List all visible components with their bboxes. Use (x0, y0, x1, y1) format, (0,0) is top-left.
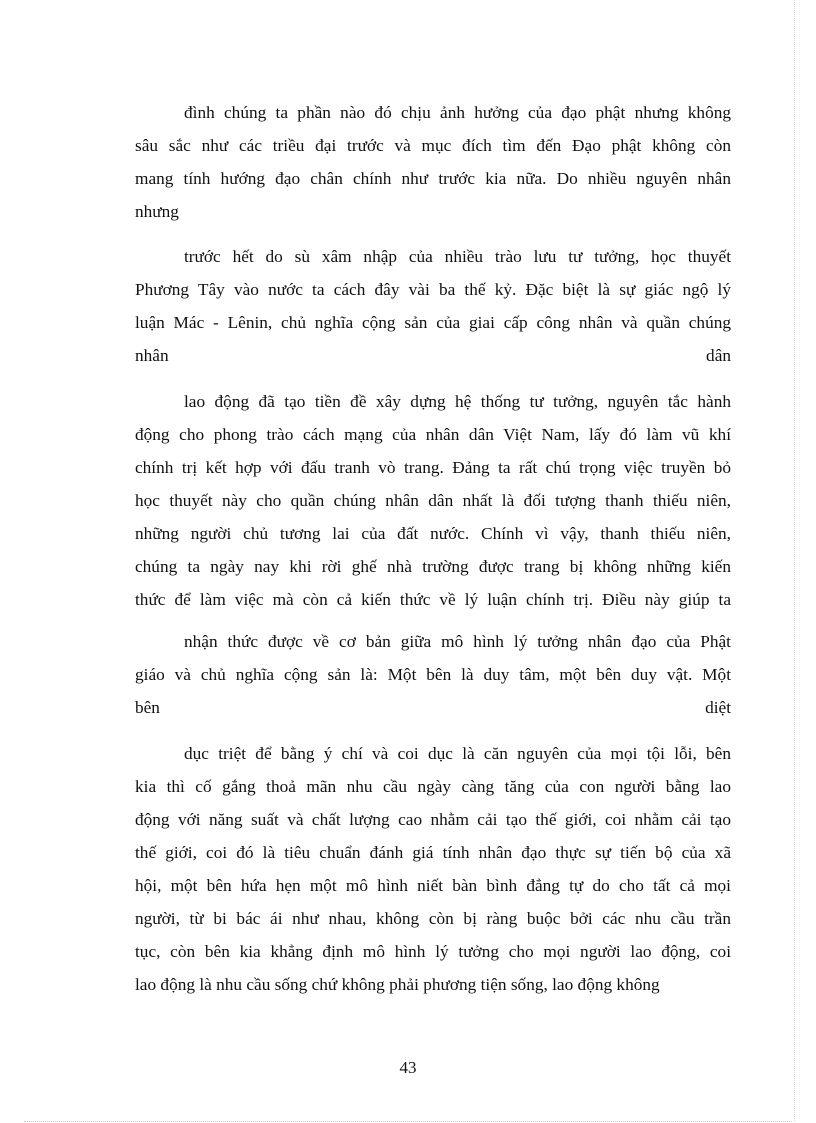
text-line: những người chủ tương lai của đất nước. Chính vì vậy, thanh thiếu niên, (135, 524, 731, 543)
text-line: người, từ bi bác ái như nhau, không còn bị ràng buộc bởi các nhu cầu trần (135, 909, 731, 928)
text-line: thức để làm việc mà còn cả kiến thức về lý luận chính trị. Điều này giúp ta (135, 590, 731, 609)
footer-divider (24, 1121, 792, 1122)
text-line: đình chúng ta phần nào đó chịu ảnh hưởng của đạo phật nhưng không (184, 103, 731, 122)
text-line: nhưng (135, 202, 179, 221)
paragraph-1 (135, 96, 731, 228)
paragraph-5 (135, 737, 731, 1001)
split-line-left: nhân (135, 346, 169, 365)
text-line: động với năng suất và chất lượng cao nhằm cải tạo thế giới, coi nhằm cải tạo (135, 810, 731, 829)
text-line: mang tính hướng đạo chân chính như trước kia nữa. Do nhiều nguyên nhân (135, 169, 731, 188)
page-number: 43 (399, 1058, 417, 1077)
paragraph-2 (135, 240, 731, 372)
paragraph-3 (135, 385, 731, 616)
split-line-right: diệt (705, 698, 731, 717)
text-line: kia thì cố gắng thoả mãn nhu cầu ngày càng tăng của con người bằng lao (135, 777, 731, 796)
text-line: lao động đã tạo tiền đề xây dựng hệ thống tư tưởng, nguyên tắc hành (184, 392, 731, 411)
split-line-right: dân (706, 346, 731, 365)
text-line: động cho phong trào cách mạng của nhân dân Việt Nam, lấy đó làm vũ khí (135, 425, 731, 444)
text-line: trước hết do sù xâm nhập của nhiều trào lưu tư tưởng, học thuyết (184, 247, 731, 266)
split-line (135, 691, 731, 724)
text-line: tục, còn bên kia khẳng định mô hình lý tưởng cho mọi người lao động, coi (135, 942, 731, 961)
text-line: dục triệt để bằng ý chí và coi dục là căn nguyên của mọi tội lỗi, bên (184, 744, 731, 763)
split-line (135, 339, 731, 372)
split-line-left: bên (135, 698, 160, 717)
text-line: giáo và chủ nghĩa cộng sản là: Một bên là duy tâm, một bên duy vật. Một (135, 665, 731, 684)
text-line: Phương Tây vào nước ta cách đây vài ba thế kỷ. Đặc biệt là sự giác ngộ lý (135, 280, 731, 299)
text-line: học thuyết này cho quần chúng nhân dân nhất là đối tượng thanh thiếu niên, (135, 491, 731, 510)
text-line: chính trị kết hợp với đấu tranh vò trang. Đảng ta rất chú trọng việc truyền bỏ (135, 458, 731, 477)
text-line: thế giới, coi đó là tiêu chuẩn đánh giá tính nhân đạo thực sự tiến bộ của xã (135, 843, 731, 862)
text-line: sâu sắc như các triều đại trước và mục đích tìm đến Đạo phật không còn (135, 136, 731, 155)
page-edge-divider (794, 0, 795, 1121)
text-line: chúng ta ngày nay khi rời ghế nhà trường được trang bị không những kiến (135, 557, 731, 576)
text-line: lao động là nhu cầu sống chứ không phải phương tiện sống, lao động không (135, 975, 660, 994)
text-line: luận Mác - Lênin, chủ nghĩa cộng sản của giai cấp công nhân và quần chúng (135, 313, 731, 332)
text-line: hội, một bên hứa hẹn một mô hình niết bàn bình đẳng tự do cho tất cả mọi (135, 876, 731, 895)
text-line: nhận thức được về cơ bản giữa mô hình lý tưởng nhân đạo của Phật (184, 632, 731, 651)
paragraph-4 (135, 625, 731, 724)
